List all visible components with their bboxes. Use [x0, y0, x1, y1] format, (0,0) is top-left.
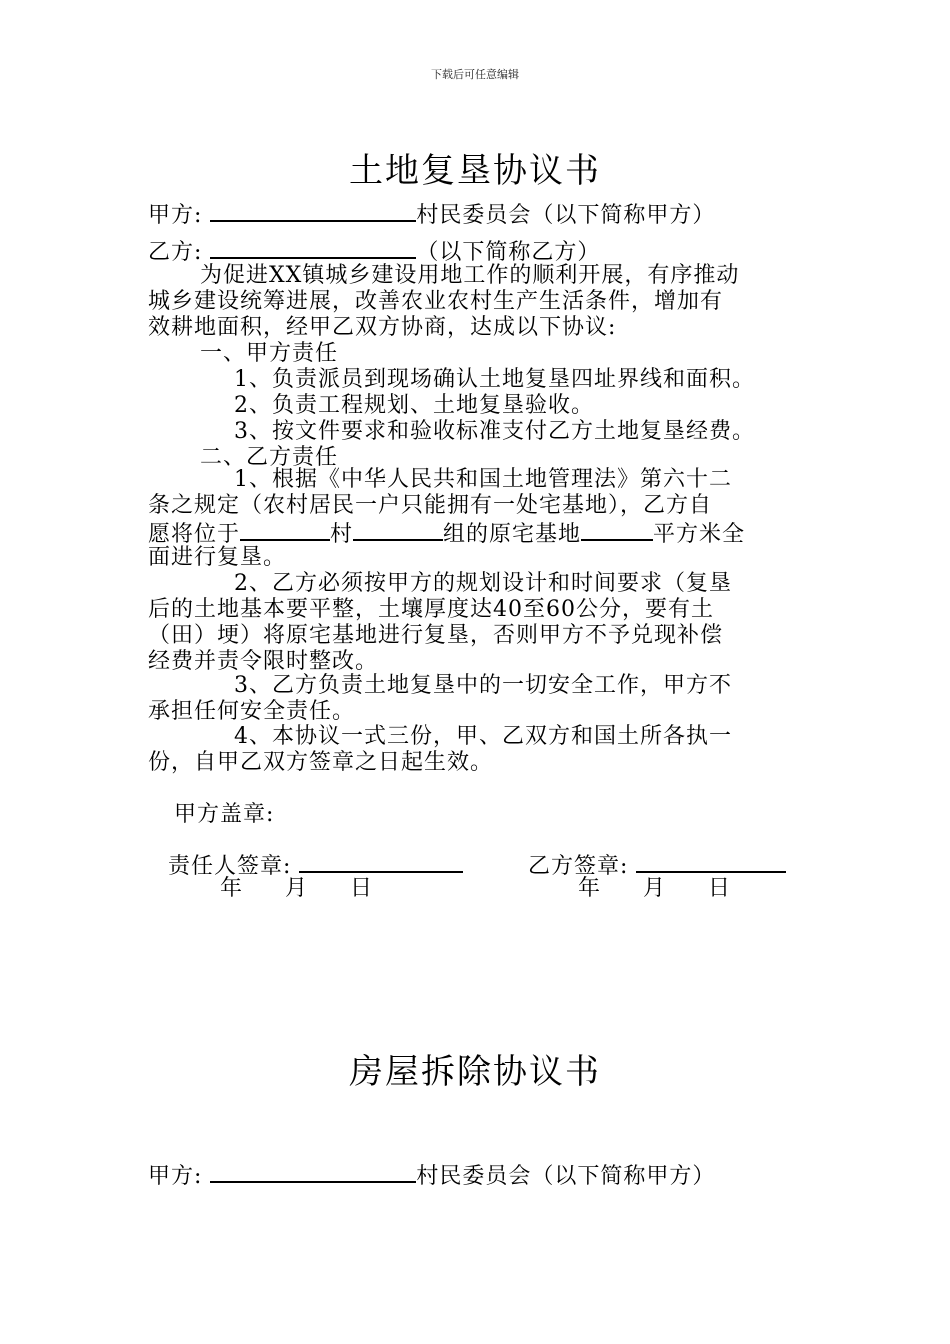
sign-b-label: 乙方签章: — [528, 854, 629, 879]
clause-line-with-blanks — [148, 519, 745, 548]
party-b-line — [148, 237, 600, 266]
party-a-blank[interactable] — [210, 200, 416, 222]
village-blank[interactable] — [240, 519, 330, 541]
area-blank[interactable] — [581, 519, 653, 541]
clause-line: 条之规定（农村居民一户只能拥有一处宅基地），乙方自 — [148, 493, 713, 518]
document-title-2: 房屋拆除协议书 — [349, 1052, 601, 1092]
clause-line: 2、乙方必须按甲方的规划设计和时间要求（复垦 — [234, 571, 732, 596]
section-heading: 二、乙方责任 — [200, 445, 339, 470]
clause-text: 组的原宅基地 — [443, 522, 582, 547]
date-day: 日 — [708, 876, 732, 901]
sign-a-blank[interactable] — [299, 851, 463, 873]
section-heading: 一、甲方责任 — [200, 341, 339, 366]
clause-line: 2、负责工程规划、土地复垦验收。 — [234, 393, 594, 418]
clause-line: 承担任何安全责任。 — [148, 699, 356, 724]
intro-line: 城乡建设统筹进展，改善农业农村生产生活条件，增加有 — [148, 289, 724, 314]
clause-line: 经费并责令限时整改。 — [148, 649, 379, 674]
document-title: 土地复垦协议书 — [349, 151, 601, 191]
page-header: 下载后可任意编辑 — [431, 68, 519, 81]
party-b-label: 乙方: — [148, 240, 203, 265]
party-a-suffix: 村民委员会（以下简称甲方） — [416, 203, 716, 228]
date-month: 月 — [285, 876, 309, 901]
date-line-a — [220, 876, 373, 902]
clause-line: （田）埂）将原宅基地进行复垦，否则甲方不予兑现补偿 — [148, 623, 724, 648]
seal-label: 甲方盖章: — [174, 802, 275, 827]
clause-line: 3、按文件要求和验收标准支付乙方土地复垦经费。 — [234, 419, 755, 444]
sign-a-label: 责任人签章: — [168, 854, 292, 879]
party-a-line-2 — [148, 1161, 715, 1190]
date-year: 年 — [220, 876, 244, 901]
clause-text: 村 — [330, 522, 354, 547]
intro-line: 效耕地面积，经甲乙双方协商，达成以下协议: — [148, 315, 617, 340]
date-day: 日 — [350, 876, 374, 901]
clause-line: 1、负责派员到现场确认土地复垦四址界线和面积。 — [234, 367, 755, 392]
clause-line: 后的土地基本要平整，土壤厚度达40至60公分，要有土 — [148, 597, 714, 622]
clause-text: 愿将位于 — [148, 522, 241, 547]
intro-line: 为促进XX镇城乡建设用地工作的顺利开展，有序推动 — [200, 263, 740, 288]
group-blank[interactable] — [353, 519, 443, 541]
party-a-blank[interactable] — [210, 1161, 416, 1183]
clause-line: 3、乙方负责土地复垦中的一切安全工作，甲方不 — [234, 673, 732, 698]
party-a-label: 甲方: — [148, 203, 203, 228]
party-a-line — [148, 200, 715, 229]
party-a-suffix: 村民委员会（以下简称甲方） — [416, 1164, 716, 1189]
clause-line: 份，自甲乙双方签章之日起生效。 — [148, 750, 494, 775]
party-b-suffix: （以下简称乙方） — [416, 240, 601, 265]
date-month: 月 — [643, 876, 667, 901]
clause-line: 1、根据《中华人民共和国土地管理法》第六十二 — [234, 467, 732, 492]
clause-line: 面进行复垦。 — [148, 545, 287, 570]
date-line-b — [578, 876, 731, 902]
date-year: 年 — [578, 876, 602, 901]
party-b-blank[interactable] — [210, 237, 416, 259]
sign-b-blank[interactable] — [636, 851, 786, 873]
party-a-label: 甲方: — [148, 1164, 203, 1189]
clause-text: 平方米全 — [653, 522, 746, 547]
clause-line: 4、本协议一式三份，甲、乙双方和国土所各执一 — [234, 724, 732, 749]
